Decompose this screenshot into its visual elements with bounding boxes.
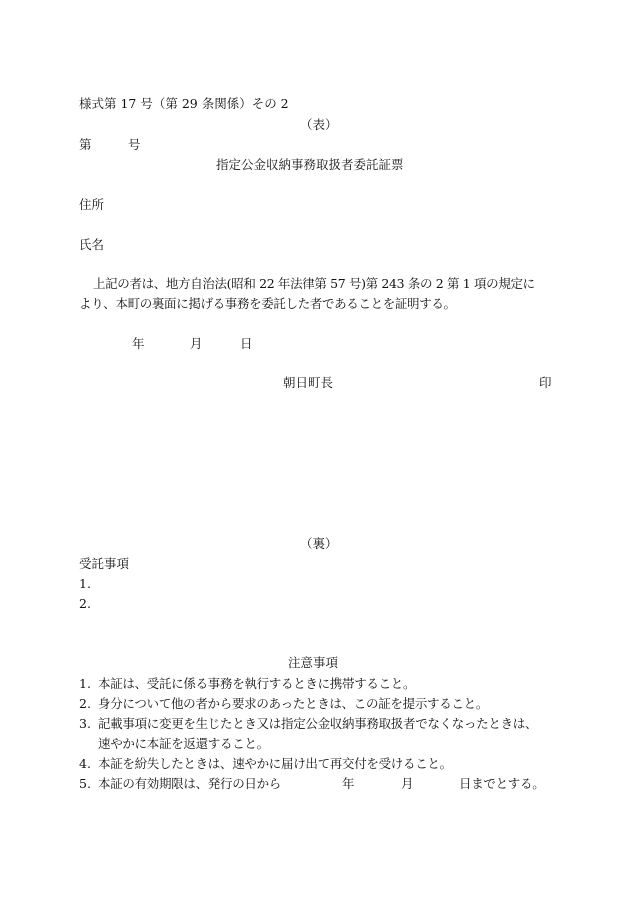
document-title: 指定公金収納事務取扱者委託証票: [216, 157, 404, 172]
validity-day-tail: 日までとする。: [459, 776, 545, 791]
back-side-label: （裏）: [300, 536, 338, 551]
validity-month: 月: [401, 776, 414, 791]
note-text: 本証を紛失したときは、速やかに届け出て再交付を受けること。: [98, 756, 452, 771]
address-label: 住所: [79, 197, 105, 212]
issuer-title: 朝日町長: [283, 375, 334, 390]
name-label: 氏名: [79, 237, 105, 252]
duties-heading: 受託事項: [79, 556, 130, 571]
note-number: 5.: [79, 776, 91, 791]
note-text: 本証の有効期限は、発行の日から: [98, 776, 282, 791]
note-number: 3.: [79, 716, 91, 731]
note-number: 4.: [79, 756, 91, 771]
note-text: 身分について他の者から要求のあったときは、この証を提示すること。: [98, 696, 489, 711]
note-number: 2.: [79, 696, 91, 711]
note-text-continued: 速やかに本証を返還すること。: [98, 736, 269, 751]
note-text: 本証は、受託に係る事務を執行するときに携帯すること。: [98, 676, 416, 691]
front-side-label: （表）: [300, 117, 338, 132]
certification-line-1: 上記の者は、地方自治法(昭和 22 年法律第 57 号)第 243 条の 2 第 1 項の規定に: [93, 276, 535, 291]
date-month: 月: [190, 336, 203, 351]
number-suffix: 号: [128, 137, 141, 152]
number-prefix: 第: [79, 137, 92, 152]
validity-year: 年: [342, 776, 355, 791]
notes-heading: 注意事項: [288, 655, 339, 670]
note-text: 記載事項に変更を生じたとき又は指定公金収納事務取扱者でなくなったときは、: [98, 716, 538, 731]
seal-mark: 印: [539, 375, 552, 390]
duty-number: 1.: [79, 576, 91, 591]
duty-number: 2.: [79, 596, 91, 611]
note-number: 1.: [79, 676, 91, 691]
form-number: 様式第 17 号（第 29 条関係）その 2: [79, 96, 289, 111]
date-day: 日: [240, 336, 253, 351]
certification-line-2: より、本町の裏面に掲げる事務を委託した者であることを証明する。: [79, 296, 456, 311]
date-year: 年: [132, 336, 145, 351]
